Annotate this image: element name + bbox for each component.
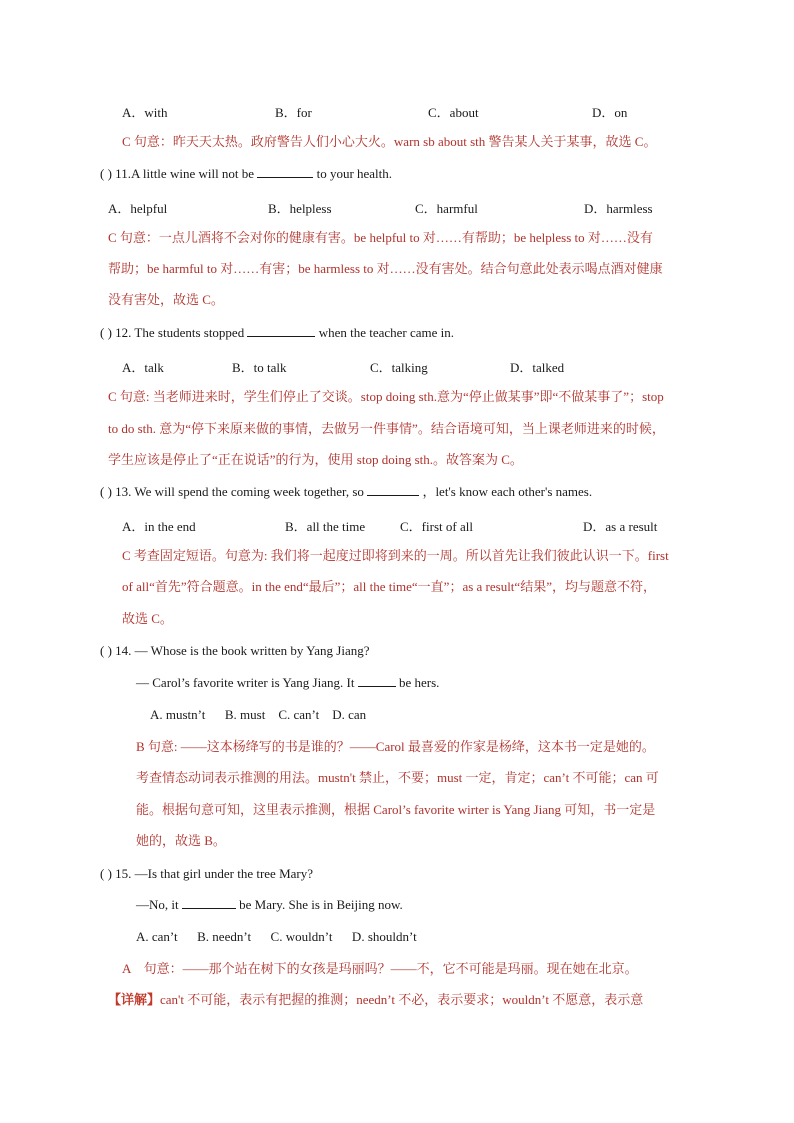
q13-paren: ( ) [100,484,112,499]
q15-detail-text: can't 不可能，表示有把握的推测；needn’t 不必，表示要求；wouldn’t 不愿意，表示意 [160,992,644,1007]
q15-detail [108,992,643,1008]
q14-answer-line-2: 考查情态动词表示推测的用法。mustn't 禁止，不要；must 一定，肯定；can’t 不可能；can 可 [136,770,659,785]
q15-blank [182,897,236,909]
q11-answer-line-2: 帮助；be harmful to 对……有害；be harmless to 对……没有害处。结合句意此处表示喝点酒对健康 [108,261,663,276]
q15-stem-text: 15. —Is that girl under the tree Mary? [115,866,313,881]
q15-line-2-pre: —No, it [136,897,179,912]
q14-stem [100,643,370,659]
q14-options: A. mustn’t B. must C. can’t D. can [150,707,367,722]
q13-stem-post: ，let's know each other's names. [422,484,593,499]
q10-option-a: A．with [122,105,168,120]
q13-stem-pre: 13. We will spend the coming week together, so [115,484,364,499]
q12-option-b: B．to talk [232,360,287,375]
q14-answer-line-4: 她的，故选 B。 [136,833,226,848]
q15-options: A. can’t B. needn’t C. wouldn’t D. shouldn’t [136,929,417,944]
q11-stem [100,166,392,182]
q10-option-c: C．about [428,105,479,120]
q15-line-2 [136,897,403,913]
q10-answer: C 句意：昨天天太热。政府警告人们小心大火。warn sb about sth 警告某人关于某事，故选 C。 [122,134,657,149]
q15-detail-tag: 【详解】 [108,992,161,1007]
q11-option-b: B．helpless [268,201,332,216]
q13-answer-line-1: C 考查固定短语。句意为: 我们将一起度过即将到来的一周。所以首先让我们彼此认识一下。first [122,548,669,563]
q13-option-c: C．first of all [400,519,473,534]
q12-option-d: D．talked [510,360,565,375]
q14-line-2-pre: — Carol’s favorite writer is Yang Jiang. It [136,675,355,690]
q15-stem [100,866,313,882]
q14-answer-line-1: B 句意: ——这本杨绛写的书是谁的？——Carol 最喜爱的作家是杨绛，这本书一定是她的。 [136,739,655,754]
q11-blank [257,166,313,178]
q13-answer-line-2: of all“首先”符合题意。in the end“最后”；all the time“一直”；as a result“结果”，均与题意不符， [122,579,656,594]
q11-option-c: C．harmful [415,201,478,216]
q12-answer-line-2: to do sth. 意为“停下来原来做的事情，去做另一件事情”。结合语境可知，当上课老师进来的时候， [108,421,665,436]
q11-stem-post: to your health. [316,166,393,181]
q14-line-2-post: be hers. [398,675,440,690]
q15-answer: A 句意：——那个站在树下的女孩是玛丽吗？——不，它不可能是玛丽。现在她在北京。 [122,961,638,976]
q12-paren: ( ) [100,325,112,340]
q11-option-d: D．harmless [584,201,653,216]
q12-answer-line-3: 学生应该是停止了“正在说话”的行为，使用 stop doing sth.。故答案为 C。 [108,452,523,467]
q13-blank [367,484,419,496]
q12-stem-pre: 12. The students stopped [115,325,245,340]
q14-blank [358,675,396,687]
q12-stem [100,325,454,341]
q11-stem-pre: 11.A little wine will not be [115,166,255,181]
q10-option-b: B．for [275,105,312,120]
q13-stem [100,484,592,500]
q13-answer-line-3: 故选 C。 [122,611,173,626]
q13-option-d: D．as a result [583,519,658,534]
q15-paren: ( ) [100,866,112,881]
q14-stem-text: 14. — Whose is the book written by Yang Jiang? [115,643,370,658]
q15-line-2-post: be Mary. She is in Beijing now. [239,897,403,912]
q12-stem-post: when the teacher came in. [318,325,455,340]
q12-option-c: C．talking [370,360,428,375]
q14-answer-line-3: 能。根据句意可知，这里表示推测，根据 Carol’s favorite wirter is Yang Jiang 可知，书一定是 [136,802,656,817]
q13-option-a: A．in the end [122,519,196,534]
q12-answer-line-1: C 句意: 当老师进来时，学生们停止了交谈。stop doing sth.意为“停止做某事”即“不做某事了”；stop [108,389,664,404]
q11-paren: ( ) [100,166,112,181]
q11-option-a: A．helpful [108,201,168,216]
q11-answer-line-1: C 句意：一点儿酒将不会对你的健康有害。be helpful to 对……有帮助；be helpless to 对……没有 [108,230,653,245]
q11-answer-line-3: 没有害处，故选 C。 [108,292,224,307]
q10-option-d: D．on [592,105,628,120]
q12-option-a: A．talk [122,360,164,375]
q14-line-2 [136,675,439,691]
q13-option-b: B．all the time [285,519,366,534]
q12-blank [247,325,315,337]
q14-paren: ( ) [100,643,112,658]
